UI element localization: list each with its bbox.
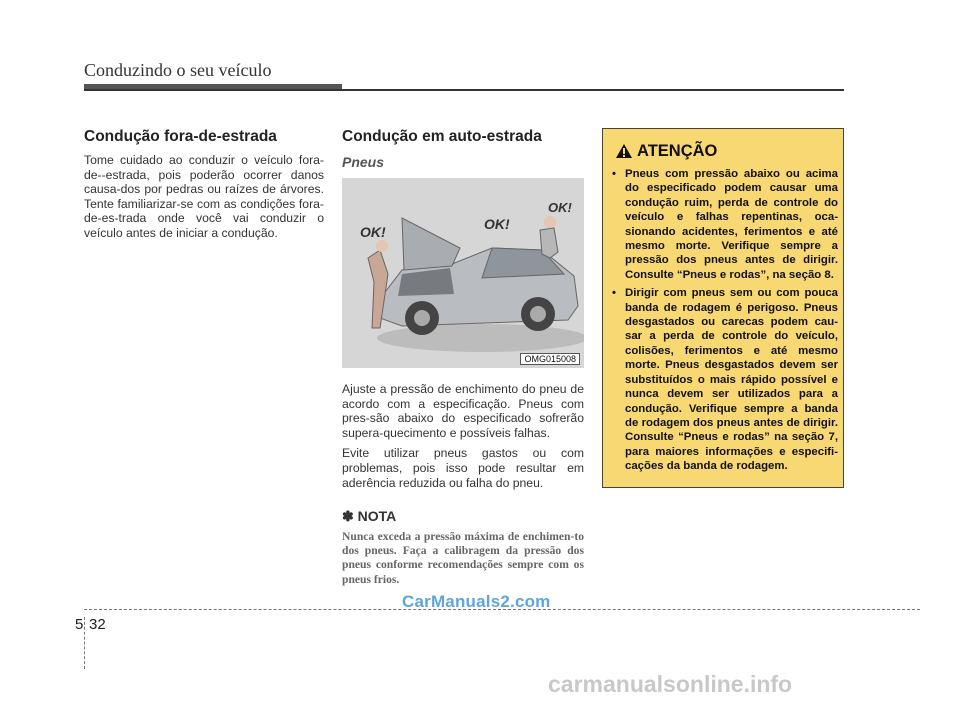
figure-code: OMG015008 — [520, 353, 580, 365]
watermark-carmanuals2[interactable]: CarManuals2.com — [402, 592, 551, 611]
bullet: • — [612, 287, 616, 300]
tires-paragraph-2: Evite utilizar pneus gastos ou com problemas, pois isso pode resultar em aderência reduzida ou falha do pneu. — [342, 446, 584, 490]
warning-item — [612, 167, 838, 282]
off-road-paragraph — [84, 153, 324, 247]
warning-item-text: Dirigir com pneus sem ou com pouca banda de rodagem é perigoso. Pneus desgastados ou carecas podem cau-sar a perda de controle do veículo, colisões, ferimentos e até mesmo morte. Pneus desgastados devem ser substituídos o mais rápido possível e nunca devem ser utilizados para a condução. Verifique sempre a banda de rodagem dos pneus antes de dirigir. Consulte “Pneus e rodas” na seção 7, para maiores informações e especifi-cações da banda de rodagem. — [625, 287, 838, 473]
heading-highway: Condução em auto-estrada — [342, 128, 542, 145]
warning-list — [612, 167, 838, 478]
page-number-separator — [84, 617, 86, 669]
watermark-carmanualsonline[interactable]: carmanualsonline.info — [548, 671, 793, 697]
warning-item — [612, 286, 838, 473]
subheading-tires: Pneus — [342, 154, 385, 170]
page-number: 32 — [89, 616, 106, 633]
note-title: ✽ NOTA — [342, 508, 397, 524]
note-text: Nunca exceda a pressão máxima de enchimen-to dos pneus. Faça a calibragem da pressão dos pneus conforme recomendações sempre com os pneus frios. — [342, 530, 584, 586]
page-section: 5 — [75, 616, 84, 633]
warning-item-text: Pneus com pressão abaixo ou acima do especificado podem causar uma condução ruim, perda de controle do veículo e falhas repentinas, oca-sionando acidentes, ferimentos e até mesmo morte. Verifique sempre a pressão dos pneus antes de dirigir. Consulte “Pneus e rodas”, na seção 8. — [625, 168, 838, 281]
tires-paragraph-1: Ajuste a pressão de enchimento do pneu de acordo com a especificação. Pneus com pres-são abaixo do especificado sofrerão supera-quecimento e possíveis falhas. — [342, 382, 584, 440]
tire-check-illustration — [342, 178, 584, 368]
tires-paragraphs — [342, 382, 584, 496]
callout-ok-3: OK! — [548, 200, 572, 215]
header-rule — [84, 89, 844, 91]
heading-off-road: Condução fora-de-estrada — [84, 128, 277, 145]
warning-triangle-icon — [615, 143, 633, 159]
bullet: • — [612, 168, 616, 180]
running-title: Conduzindo o seu veículo — [84, 60, 272, 80]
warning-box — [602, 128, 844, 488]
off-road-text: Tome cuidado ao conduzir o veículo fora-de--estrada, pois poderão ocorrer danos causa-dos por pedras ou raízes de árvores. Tente familiarizar-se com as condições fora-de-es-trada onde você vai conduzir o veículo antes de iniciar a condução. — [84, 153, 324, 240]
warning-title: ATENÇÃO — [637, 142, 718, 160]
callout-ok-2: OK! — [484, 216, 510, 232]
callout-ok-1: OK! — [360, 224, 386, 240]
